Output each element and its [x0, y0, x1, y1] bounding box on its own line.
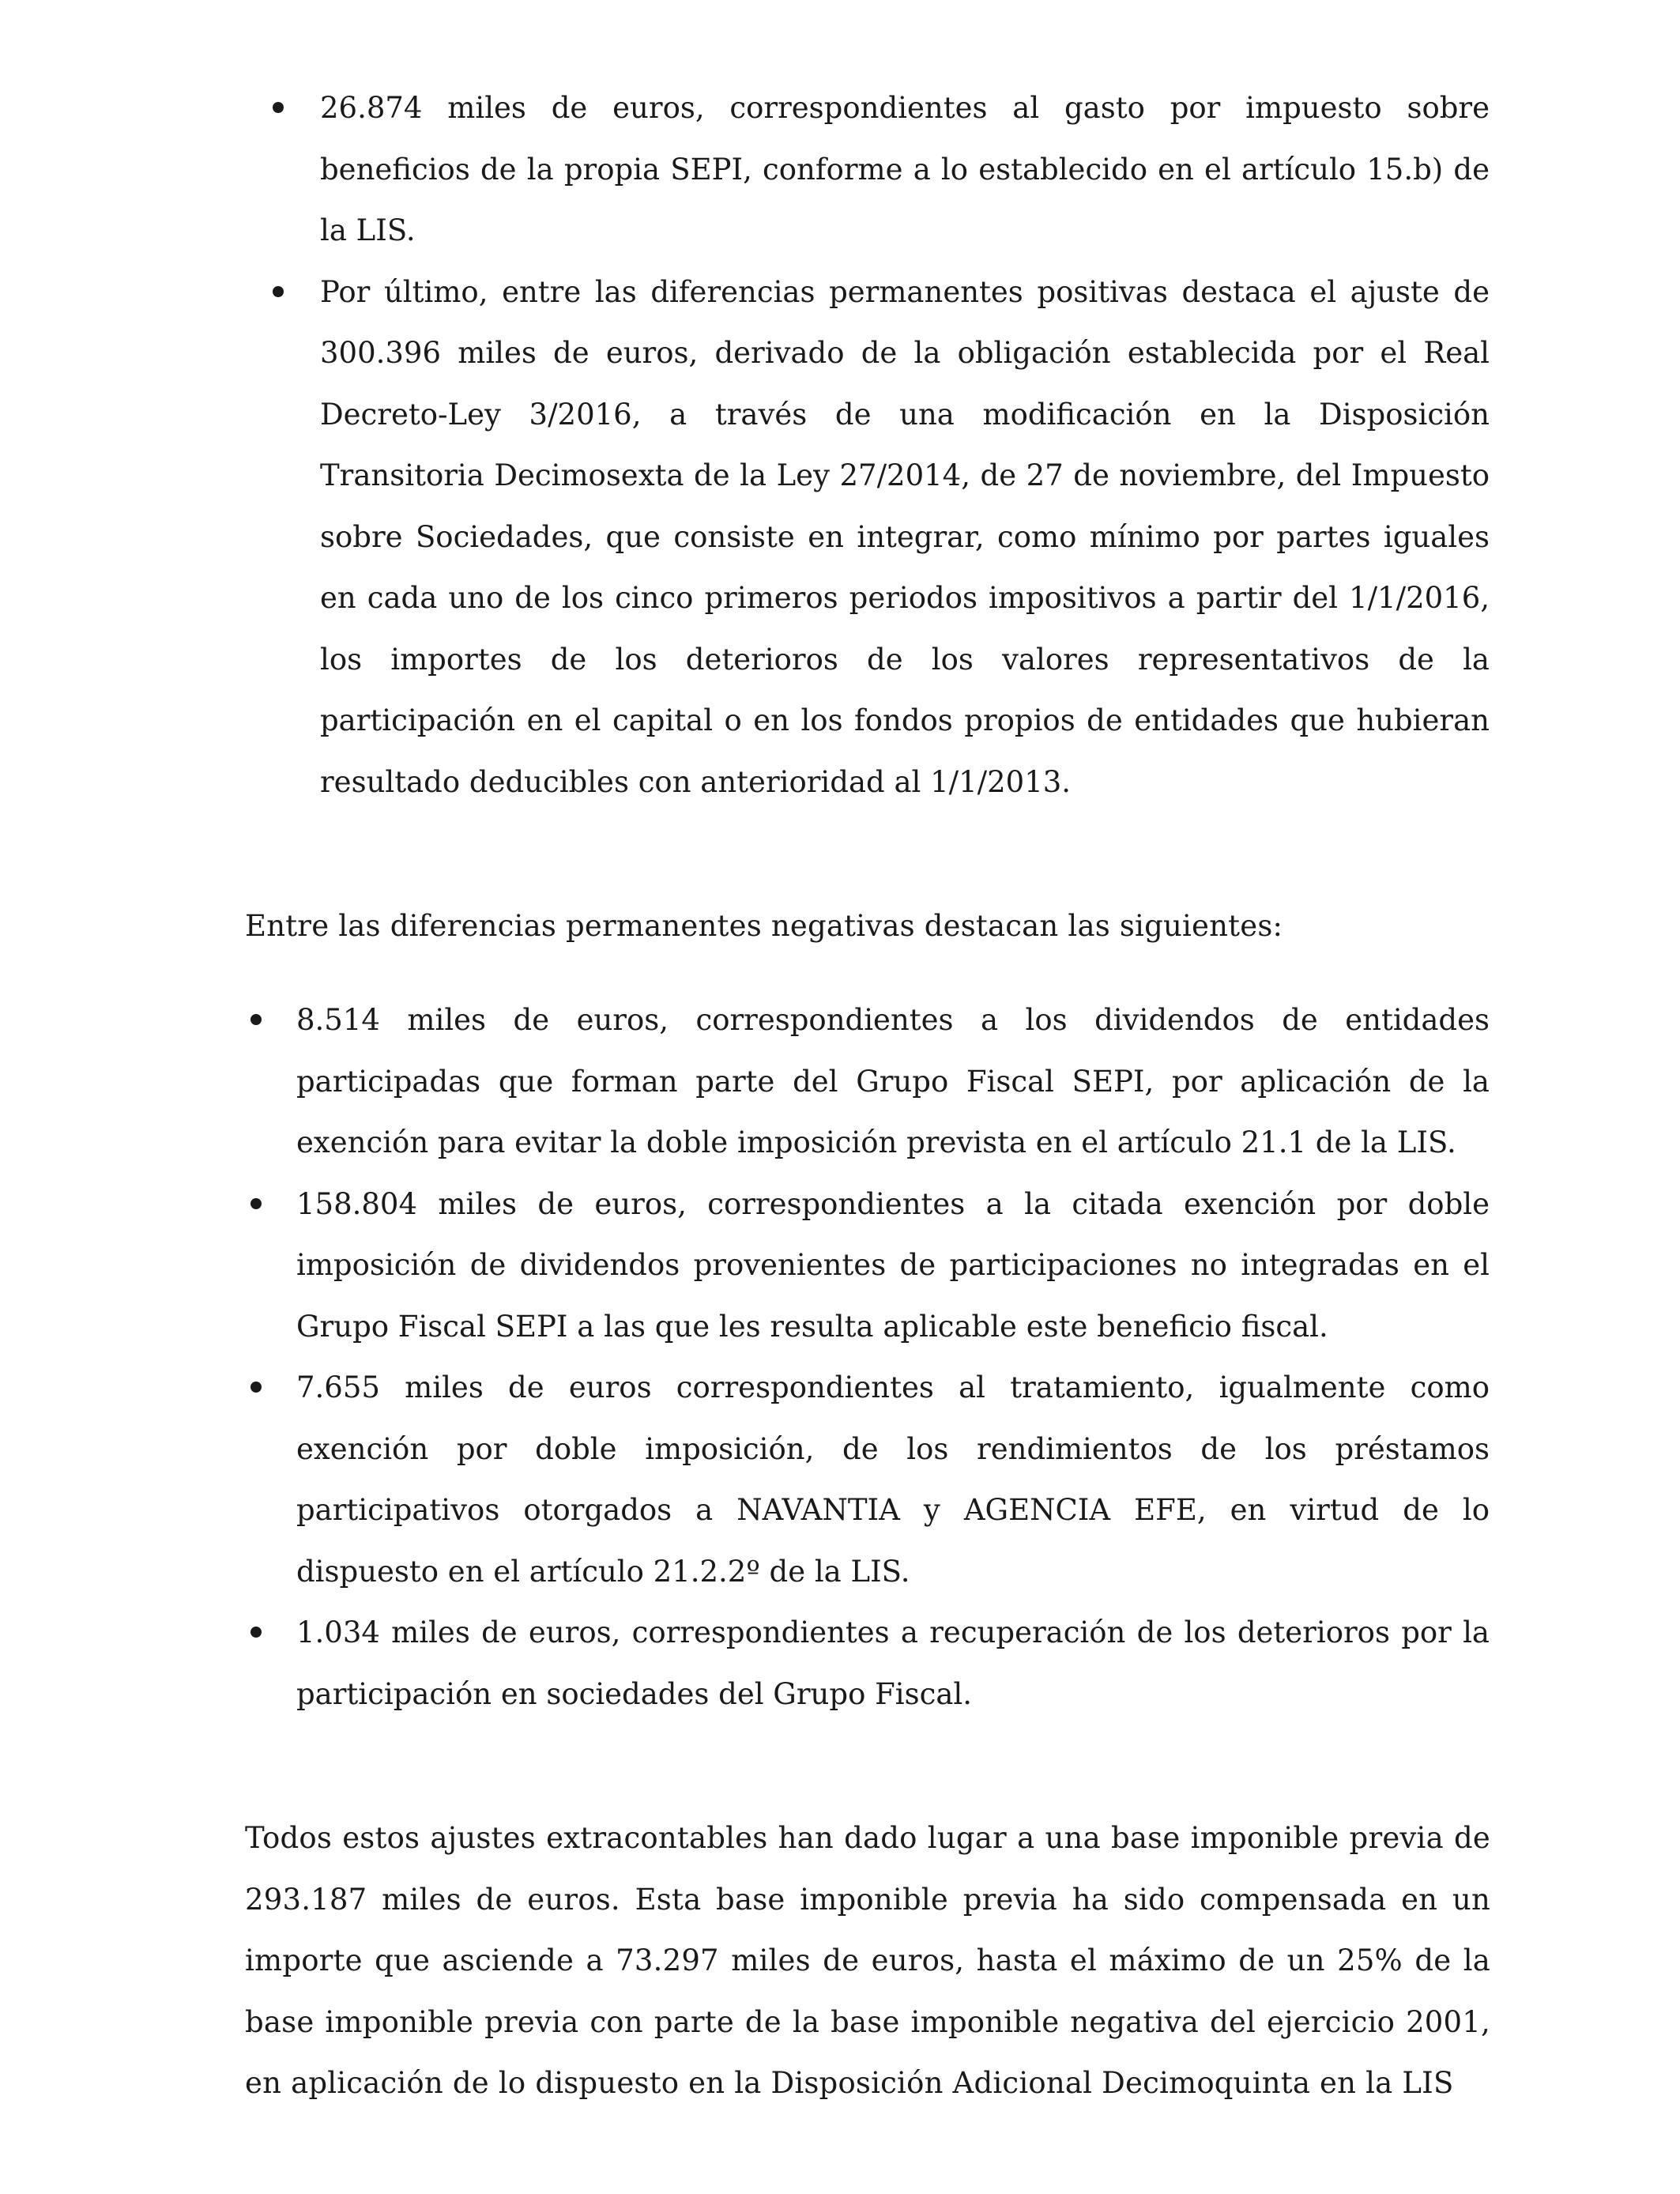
bullet-list-positive-adjustments	[320, 77, 1490, 812]
list-item	[296, 1602, 1490, 1725]
paragraph-intro-negative: Entre las diferencias permanentes negativas destacan las siguientes:	[245, 909, 1283, 943]
paragraph-tax-base: Todos estos ajustes extracontables han dado lugar a una base imponible previa de 293.187 miles de euros. Esta base imponible previa ha sido compensada en un importe que asciende a 73.297 miles de euros, hasta el máximo de un 25% de la base imponible previa con parte de la base imponible negativa del ejercicio 2001, en aplicación de lo dispuesto en la Disposición Adicional Decimoquinta en la LIS	[245, 1821, 1490, 2100]
list-item	[320, 262, 1490, 813]
list-item-text: 1.034 miles de euros, correspondientes a recuperación de los deterioros por la participación en sociedades del Grupo Fiscal.	[296, 1615, 1490, 1711]
list-item	[296, 990, 1490, 1174]
bullet-icon	[250, 1014, 262, 1025]
bullet-icon	[273, 286, 284, 297]
bullet-icon	[250, 1198, 262, 1209]
list-item-text: 26.874 miles de euros, correspondientes al gasto por impuesto sobre beneficios de la propia SEPI, conforme a lo establecido en el artículo 15.b) de la LIS.	[320, 91, 1490, 247]
bullet-icon	[250, 1382, 262, 1393]
list-item-text: 8.514 miles de euros, correspondientes a los dividendos de entidades participadas que forman parte del Grupo Fiscal SEPI, por aplicación de la exención para evitar la doble imposición prevista en el artículo 21.1 de la LIS.	[296, 1003, 1490, 1159]
list-item	[296, 1174, 1490, 1358]
bullet-list-negative-adjustments	[296, 990, 1490, 1725]
list-item	[296, 1357, 1490, 1602]
list-item	[320, 77, 1490, 262]
bullet-icon	[250, 1627, 262, 1638]
list-item-text: 7.655 miles de euros correspondientes al tratamiento, igualmente como exención por doble imposición, de los rendimientos de los préstamos participativos otorgados a NAVANTIA y AGENCIA EFE, en virtud de lo dispuesto en el artículo 21.2.2º de la LIS.	[296, 1370, 1490, 1589]
list-item-text: Por último, entre las diferencias permanentes positivas destaca el ajuste de 300.396 miles de euros, derivado de la obligación establecida por el Real Decreto-Ley 3/2016, a través de una modificación en la Disposición Transitoria Decimosexta de la Ley 27/2014, de 27 de noviembre, del Impuesto sobre Sociedades, que consiste en integrar, como mínimo por partes iguales en cada uno de los cinco primeros periodos impositivos a partir del 1/1/2016, los importes de los deterioros de los valores representativos de la participación en el capital o en los fondos propios de entidades que hubieran resultado deducibles con anterioridad al 1/1/2013.	[320, 274, 1490, 799]
bullet-icon	[273, 102, 284, 113]
list-item-text: 158.804 miles de euros, correspondientes a la citada exención por doble imposición de dividendos provenientes de participaciones no integradas en el Grupo Fiscal SEPI a las que les resulta aplicable este beneficio fiscal.	[296, 1186, 1490, 1344]
